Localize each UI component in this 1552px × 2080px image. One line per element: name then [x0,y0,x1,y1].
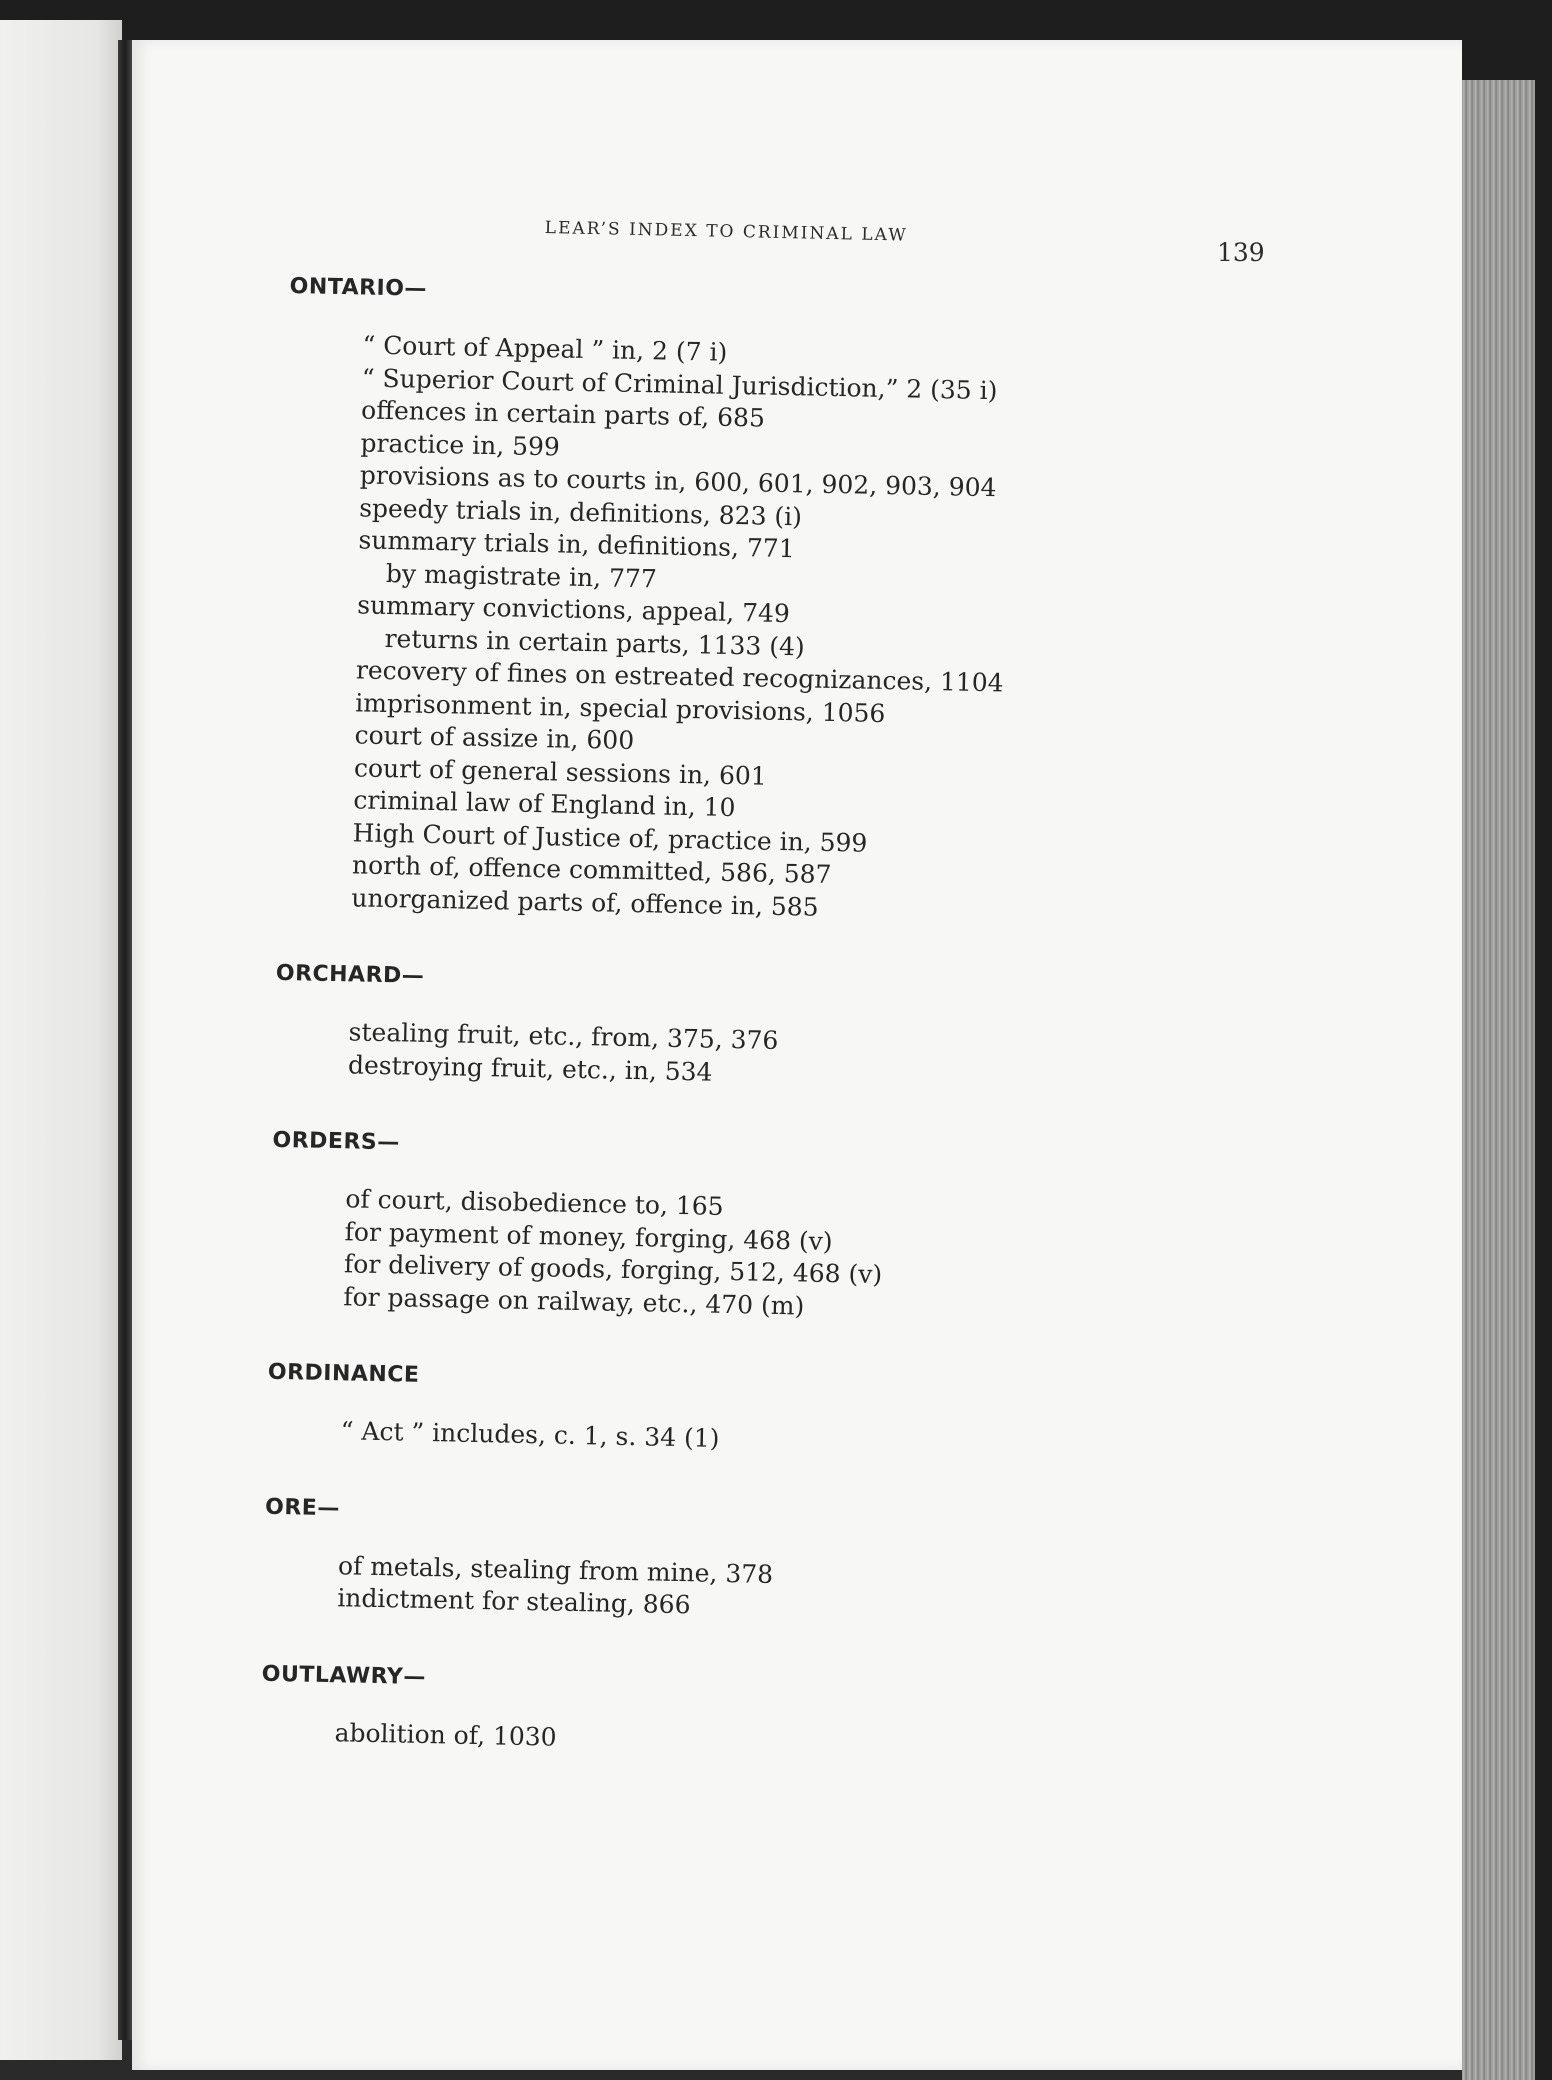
entry-list [277,328,1289,933]
index-entry: criminal law of England in, 10 [353,785,736,823]
running-head: LEAR’S INDEX TO CRIMINAL LAW [544,218,908,246]
index-subentry: by magistrate in, 777 [385,558,658,593]
section-heading: ORE— [264,1494,341,1521]
index-section-ordinance [266,1356,1268,1467]
index-entry: for payment of money, forging, 468 (v) [344,1216,833,1256]
index-entry: of metals, stealing from mine, 378 [337,1550,774,1589]
section-heading: OUTLAWRY— [261,1661,427,1690]
index-entry: recovery of fines on estreated recognizances, 1104 [355,655,1004,698]
section-heading: ORCHARD— [275,960,425,989]
index-entry: court of assize in, 600 [354,720,635,755]
index-subentry: returns in certain parts, 1133 (4) [384,623,805,661]
index-entry: stealing fruit, etc., from, 375, 376 [348,1017,779,1055]
index-entry: provisions as to courts in, 600, 601, 902, 903, 904 [359,460,997,503]
entry-list [274,1015,1275,1100]
page-number: 139 [1217,238,1265,267]
index-entry: for delivery of goods, forging, 512, 468 (v) [343,1249,883,1290]
index-entry: summary trials in, definitions, 771 [358,525,795,564]
index-entry: summary convictions, appeal, 749 [357,590,791,629]
section-heading: ORDINANCE [267,1359,420,1388]
scan-border [1535,80,1552,2080]
index-entry: of court, disobedience to, 165 [345,1184,724,1221]
index-entry: abolition of, 1030 [334,1717,557,1752]
index-entry: imprisonment in, special provisions, 1056 [355,687,886,728]
index-entry: for passage on railway, etc., 470 (m) [343,1281,805,1321]
facing-page [0,20,122,2060]
entry-list [260,1715,1260,1768]
section-heading: ORDERS— [272,1127,400,1156]
index-entry: court of general sessions in, 601 [353,752,768,791]
index-entry: north of, offence committed, 586, 587 [351,850,832,889]
index-section-orders [269,1124,1273,1332]
index-entry: speedy trials in, definitions, 823 (i) [358,492,803,531]
entry-list [269,1182,1271,1332]
index-entry: indictment for stealing, 866 [337,1583,691,1620]
entry-list [266,1414,1266,1467]
index-section-ore [263,1490,1265,1633]
index-entry: unorganized parts of, offence in, 585 [351,882,819,922]
index-section-orchard [274,957,1276,1100]
index-entry: High Court of Justice of, practice in, 599 [352,817,868,858]
index-section-outlawry [260,1657,1262,1768]
entry-list [263,1548,1264,1633]
index-entry: “ Superior Court of Criminal Jurisdiction,” 2 (35 i) [361,362,998,405]
book-binding [118,40,132,2040]
index-entry: “ Act ” includes, c. 1, s. 34 (1) [340,1416,720,1453]
index-entry: offences in certain parts of, 685 [360,395,766,433]
page-edges [1462,80,1542,2080]
index-entry: “ Court of Appeal ” in, 2 (7 i) [362,330,728,367]
index-section-ontario [277,270,1290,933]
index-content [259,270,1289,1812]
index-entry: practice in, 599 [360,427,561,461]
section-heading: ONTARIO— [289,273,428,302]
index-entry: destroying fruit, etc., in, 534 [347,1049,713,1087]
